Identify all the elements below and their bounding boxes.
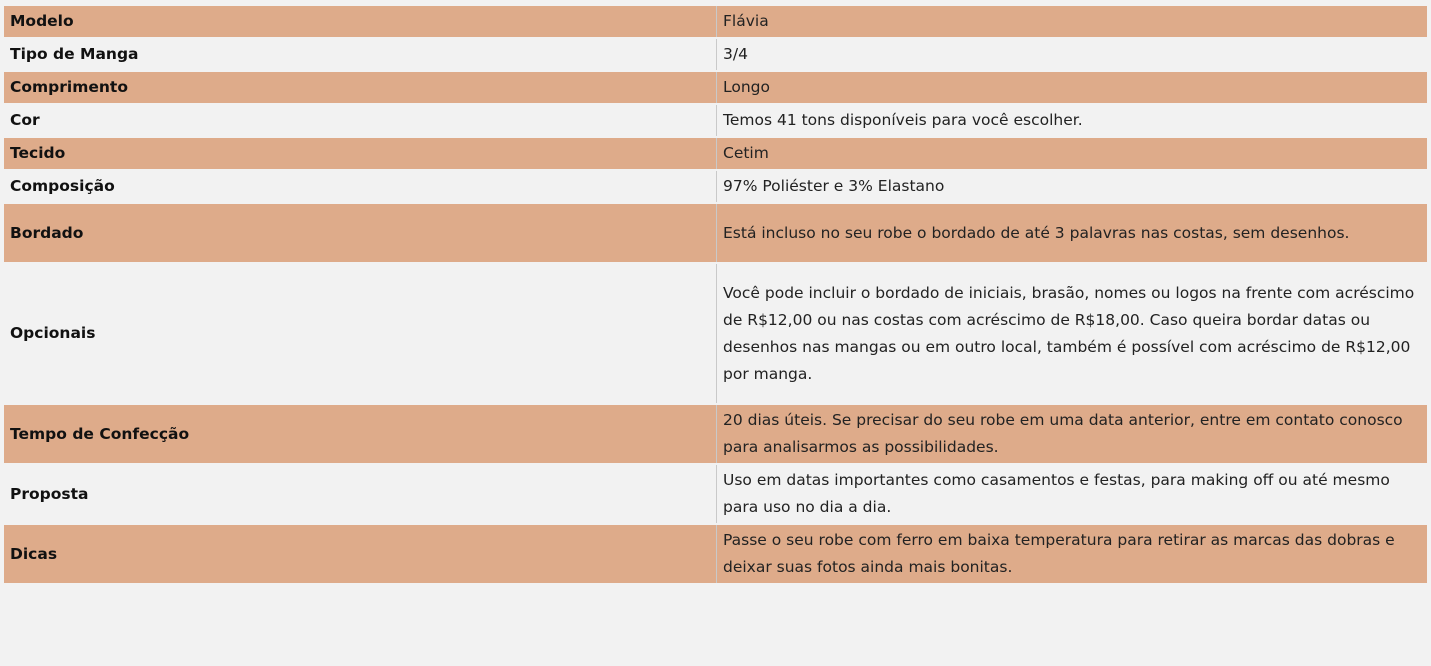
spec-value: Você pode incluir o bordado de iniciais, brasão, nomes ou logos na frente com acréscimo de R$12,00 ou nas costas com acréscimo de R$18,00. Caso queira bordar datas ou desenhos nas mangas ou em outro local, também é possível com acréscimo de R$12,00 por manga. (716, 264, 1427, 403)
spec-row-opcionais (4, 264, 1427, 403)
product-spec-table-container (4, 4, 1427, 662)
spec-row-tipo-de-manga (4, 39, 1427, 70)
spec-value: 20 dias úteis. Se precisar do seu robe em uma data anterior, entre em contato conosco para analisarmos as possibilidades. (716, 405, 1427, 463)
spec-row-dicas (4, 525, 1427, 583)
spec-value: Flávia (716, 6, 1427, 37)
spec-label: Tecido (4, 138, 716, 169)
spec-label: Bordado (4, 204, 716, 262)
spec-label: Proposta (10, 484, 89, 503)
spec-label: Tipo de Manga (10, 45, 139, 63)
spec-label: Modelo (4, 6, 716, 37)
spec-value: Está incluso no seu robe o bordado de até 3 palavras nas costas, sem desenhos. (716, 204, 1427, 262)
spec-value: 3/4 (716, 39, 1427, 70)
spec-label: Comprimento (4, 72, 716, 103)
spec-label: Opcionais (10, 324, 96, 342)
spec-row-composicao (4, 171, 1427, 202)
spec-value: Longo (716, 72, 1427, 103)
spec-value: Temos 41 tons disponíveis para você escolher. (716, 105, 1427, 136)
spec-label: Cor (10, 111, 40, 129)
spec-row-tempo-de-confeccao (4, 405, 1427, 463)
spec-label: Composição (10, 177, 115, 195)
spec-row-modelo (4, 6, 1427, 37)
spec-value: Passe o seu robe com ferro em baixa temperatura para retirar as marcas das dobras e deixar suas fotos ainda mais bonitas. (716, 525, 1427, 583)
product-spec-table (4, 4, 1427, 585)
spec-value: 97% Poliéster e 3% Elastano (716, 171, 1427, 202)
spec-value: Cetim (716, 138, 1427, 169)
spec-row-proposta (4, 465, 1427, 523)
spec-value: Uso em datas importantes como casamentos e festas, para making off ou até mesmo para uso no dia a dia. (716, 465, 1427, 523)
spec-row-tecido (4, 138, 1427, 169)
spec-label: Dicas (4, 525, 716, 583)
spec-row-bordado (4, 204, 1427, 262)
spec-row-comprimento (4, 72, 1427, 103)
spec-row-cor (4, 105, 1427, 136)
spec-label: Tempo de Confecção (4, 405, 716, 463)
